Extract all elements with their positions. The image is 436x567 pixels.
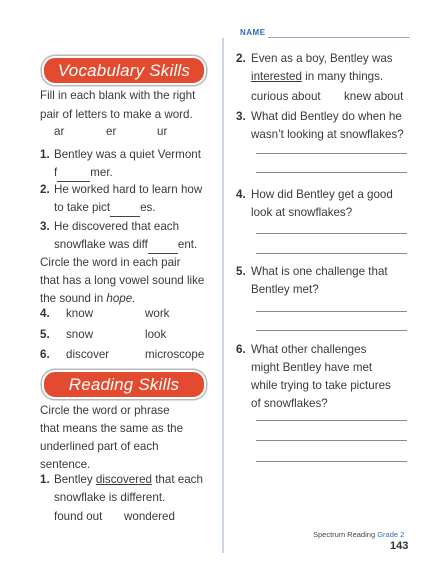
question-number: 5. <box>40 328 50 341</box>
word-choice[interactable]: snow <box>66 328 94 341</box>
word-choice[interactable]: discover <box>66 348 110 361</box>
fill-blank[interactable] <box>148 237 178 254</box>
question-number: 3. <box>40 220 50 233</box>
question-number: 2. <box>236 52 246 65</box>
reading-question-2: Even as a boy, Bentley was interested in many things. <box>251 52 393 83</box>
question-number: 5. <box>236 265 246 278</box>
reading-question-1: Bentley discovered that each snowflake is different. <box>54 473 203 504</box>
name-label: NAME <box>240 28 266 37</box>
answer-line[interactable] <box>256 420 407 421</box>
reading-skills-banner: Reading Skills <box>42 370 206 399</box>
vocab-question-1: Bentley was a quiet Vermont f mer. <box>54 147 224 182</box>
answer-line[interactable] <box>256 172 407 173</box>
circle-instruction: Circle the word in each pair that has a long vowel sound like the sound in hope. <box>40 256 205 305</box>
letter-option: er <box>106 125 117 138</box>
reading-question-3: What did Bentley do when he wasn’t looking at snowflakes? <box>251 110 404 141</box>
question-number: 2. <box>40 183 50 196</box>
answer-line[interactable] <box>256 253 407 254</box>
word-choice[interactable]: work <box>145 307 170 320</box>
vocab-question-3: He discovered that each snowflake was diff ent. <box>54 219 224 254</box>
word-choice[interactable]: microscope <box>145 348 205 361</box>
letter-option: ar <box>54 125 65 138</box>
reading-instruction: Circle the word or phrase that means the same as the underlined part of each sentence. <box>40 404 184 471</box>
question-number: 4. <box>236 188 246 201</box>
answer-line[interactable] <box>256 330 407 331</box>
vocabulary-skills-banner: Vocabulary Skills <box>42 56 206 85</box>
answer-line[interactable] <box>256 461 407 462</box>
reading-question-4: How did Bentley get a good look at snowflakes? <box>251 188 393 219</box>
reading-question-6: What other challenges might Bentley have met while trying to take pictures of snowflakes? <box>251 343 391 410</box>
question-number: 4. <box>40 307 50 320</box>
word-choice[interactable]: know <box>66 307 94 320</box>
letter-option: ur <box>157 125 168 138</box>
question-number: 6. <box>40 348 50 361</box>
answer-line[interactable] <box>256 233 407 234</box>
page-number: 143 <box>390 540 409 552</box>
answer-line[interactable] <box>256 311 407 312</box>
question-number: 6. <box>236 343 246 356</box>
vocab-instruction: Fill in each blank with the right pair of letters to make a word. <box>40 89 196 121</box>
fill-blank[interactable] <box>57 165 90 182</box>
question-number: 1. <box>40 473 50 486</box>
footer-series: Spectrum Reading Grade 2 <box>313 530 405 539</box>
fill-blank[interactable] <box>110 200 140 217</box>
word-choice[interactable]: look <box>145 328 167 341</box>
answer-choice[interactable]: knew about <box>344 90 404 103</box>
answer-line[interactable] <box>256 153 407 154</box>
question-number: 3. <box>236 110 246 123</box>
answer-choice[interactable]: wondered <box>124 510 175 523</box>
answer-choice[interactable]: found out <box>54 510 103 523</box>
vocab-question-2: He worked hard to learn how to take pict es. <box>54 182 224 217</box>
answer-line[interactable] <box>256 440 407 441</box>
name-field[interactable] <box>268 37 410 38</box>
answer-choice[interactable]: curious about <box>251 90 321 103</box>
reading-question-5: What is one challenge that Bentley met? <box>251 265 388 296</box>
question-number: 1. <box>40 148 50 161</box>
